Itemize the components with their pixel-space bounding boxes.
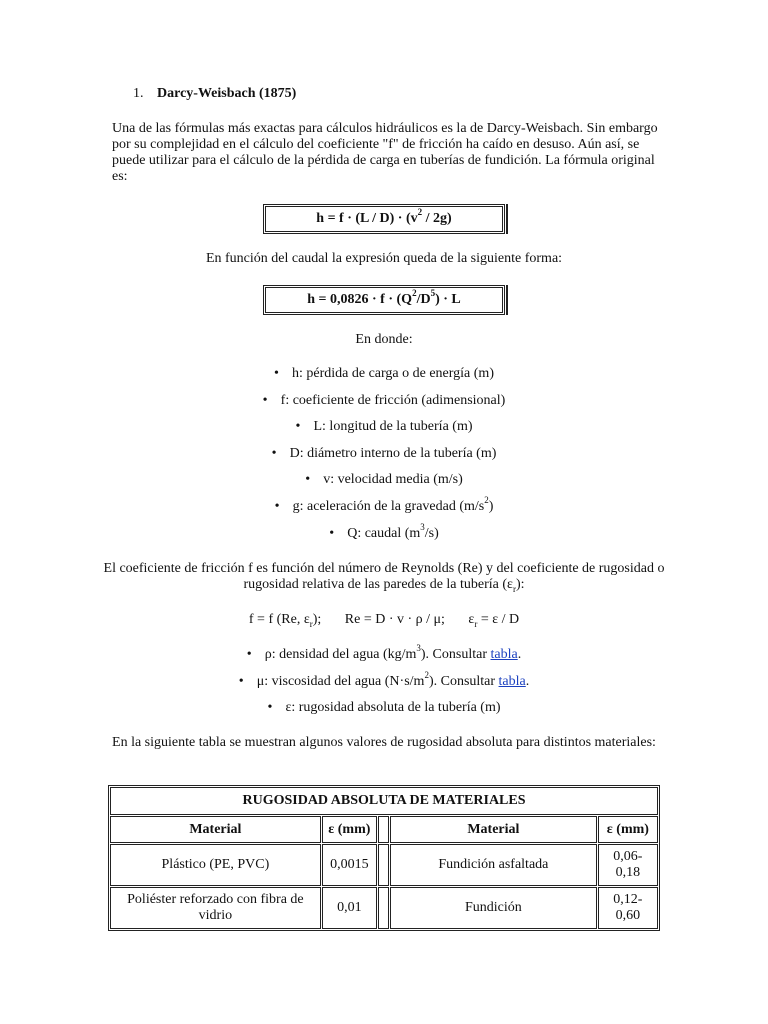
eq-reynolds: Re = D · v · ρ / μ; [344,612,445,627]
variable-superscript: 2 [484,495,489,506]
reynolds-text-end: ): [515,577,525,592]
table-cell: Plástico (PE, PVC) [110,844,321,886]
formula-caudal [263,285,505,315]
header-material-2: Material [390,816,597,843]
variable-text: v: velocidad media (m/s) [323,472,463,488]
formula2-mid: /D [416,292,431,307]
tabla-link-viscosity[interactable]: tabla [498,673,526,689]
header-epsilon: ε (mm) [322,816,377,843]
properties-list [100,642,668,722]
table-cell: Poliéster reforzado con fibra de vidrio [110,887,321,929]
section-number: 1. [133,86,144,101]
bullet-icon: • [262,392,268,408]
intro-paragraph: Una de las fórmulas más exactas para cálculos hidráulicos es la de Darcy-Weisbach. Sin embargo por su complejidad en el cálculo del coeficiente "f" de fricción ha caído en desuso. Aún así, se puede utilizar para el cálculo de la pérdida de carga en tuberías de fundición. La fórmula original es: [112,121,658,184]
eq-f-end: ); [312,612,322,627]
property-superscript: 2 [424,669,429,680]
property-superscript: 3 [416,643,421,654]
property-text: μ: viscosidad del agua (N·s/m [256,673,425,689]
list-item [100,467,668,494]
section-title: Darcy-Weisbach (1875) [157,86,297,101]
list-item [100,695,668,722]
variable-text: g: aceleración de la gravedad (m/s [292,498,485,514]
list-item [100,361,668,388]
eq-roughness-end: = ε / D [477,612,520,627]
variables-list [100,361,668,547]
variable-superscript: 3 [420,521,425,532]
eq-relative-roughness: ε [468,612,475,627]
property-text-after: ). Consultar [420,647,491,662]
column-gap [378,844,389,886]
table-cell: 0,12-0,60 [598,887,658,929]
en-donde-label: En donde: [355,332,413,347]
variable-text: L: longitud de la tubería (m) [313,419,473,435]
property-text-after: ). Consultar [428,673,499,689]
eq-f-subscript: r [309,618,313,629]
eq-f: f = f (Re, ε [248,612,310,627]
bullet-icon: • [295,419,301,435]
table-intro: En la siguiente tabla se muestran algunos valores de rugosidad absoluta para distintos materiales: [112,735,656,750]
property-text: ε: rugosidad absoluta de la tubería (m) [285,700,501,716]
table-title: RUGOSIDAD ABSOLUTA DE MATERIALES [110,787,658,815]
property-text: ρ: densidad del agua (kg/m [264,647,417,662]
list-item [100,494,668,521]
formula1-exponent: 2 [417,207,423,218]
table-cell: Fundición asfaltada [390,844,597,886]
variable-text: f: coeficiente de fricción (adimensional) [280,392,506,408]
formula2-exponent-d: 5 [430,288,436,299]
bullet-icon: • [273,366,279,381]
reynolds-text: El coeficiente de fricción f es función del número de Reynolds (Re) y del coeficiente de rugosidad o rugosidad relativa de las paredes de la tubería (ε [103,561,665,592]
property-text-end: . [525,673,530,689]
bullet-icon: • [305,472,311,488]
list-item [100,642,668,669]
list-item [100,388,668,415]
column-gap [378,816,389,843]
caudal-text: En función del caudal la expresión queda de la siguiente forma: [205,251,563,266]
table-cell: 0,01 [322,887,377,929]
property-text-end: . [517,647,522,662]
bullet-icon: • [274,498,280,514]
variable-text: D: diámetro interno de la tubería (m) [289,445,497,461]
list-item [100,414,668,441]
reynolds-paragraph [100,561,668,593]
list-item [100,669,668,696]
variable-text-end: ) [488,498,494,514]
table-cell: 0,06-0,18 [598,844,658,886]
column-gap [378,887,389,929]
formula2-tail: ) · L [435,292,461,307]
bullet-icon: • [267,700,273,716]
table-row [110,844,658,886]
variable-text: Q: caudal (m [347,525,421,541]
friction-equations [100,612,668,628]
table-cell: Fundición [390,887,597,929]
formula2-main: h = 0,0826 · f · (Q [307,292,413,307]
bullet-icon: • [271,445,277,461]
formula1-main: h = f · (L / D) · (v [316,211,418,226]
header-epsilon-2: ε (mm) [598,816,658,843]
formula2-exponent-q: 2 [412,288,417,299]
table-row [110,887,658,929]
bullet-icon: • [329,525,335,541]
tabla-link-density[interactable]: tabla [490,647,518,662]
table-cell: 0,0015 [322,844,377,886]
formula-darcy-weisbach [263,204,505,234]
list-item [100,441,668,468]
eq-roughness-subscript: r [474,618,478,629]
variable-text: h: pérdida de carga o de energía (m) [291,366,494,381]
bullet-icon: • [246,647,252,662]
bullet-icon: • [238,673,244,689]
formula1-tail: / 2g) [422,211,452,226]
roughness-table [108,785,660,931]
header-material: Material [110,816,321,843]
section-heading [133,86,296,102]
reynolds-subscript: r [512,583,516,594]
list-item [100,521,668,548]
variable-text-end: /s) [424,525,439,541]
